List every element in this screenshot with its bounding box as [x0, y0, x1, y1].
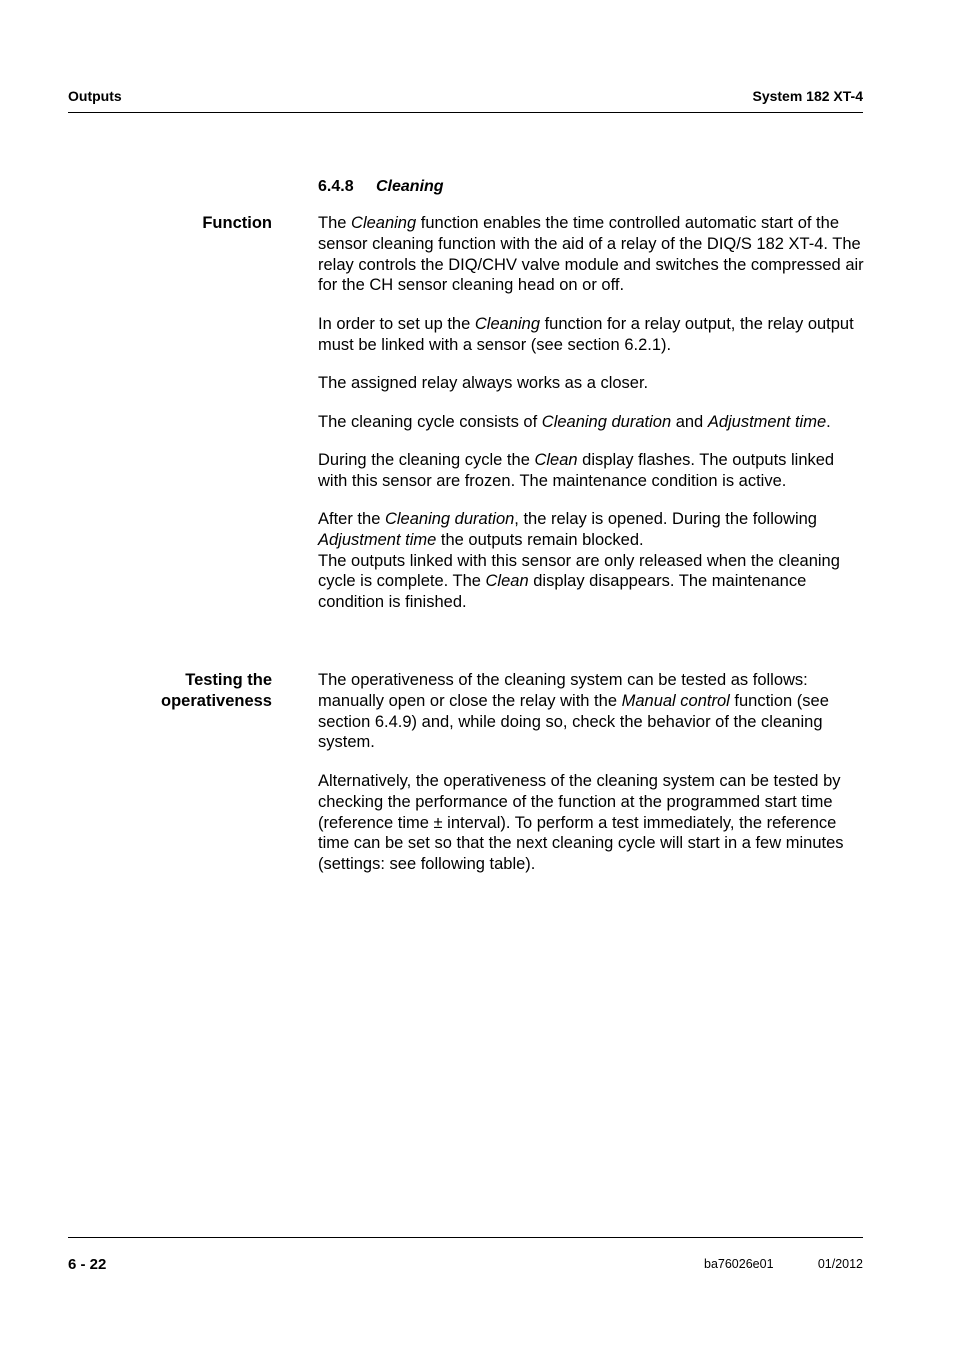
- function-paragraph-4: The cleaning cycle consists of Cleaning duration and Adjustment time.: [318, 413, 831, 431]
- section-heading: [318, 176, 444, 197]
- page-number: 6 - 22: [68, 1256, 107, 1273]
- sidebar-label-testing: Testing the operativeness: [161, 671, 272, 710]
- footer-rule: [68, 1237, 863, 1238]
- sidebar-label-function: Function: [202, 214, 272, 232]
- function-paragraph-6: After the Cleaning duration, the relay is opened. During the following Adjustment time the outputs remain blocked. The outputs linked with this sensor are only released when the cleaning cycle is complete. The Clean display disappears. The maintenance condition is finished.: [318, 510, 840, 612]
- testing-paragraph-2: Alternatively, the operativeness of the cleaning system can be tested by checking the performance of the function at the programmed start time (reference time ± interval). To perform a test immediately, the reference time can be set so that the next cleaning cycle will start in a few minutes (settings: see following table).: [318, 772, 844, 874]
- function-paragraph-1: The Cleaning function enables the time controlled automatic start of the sensor cleaning function with the aid of a relay of the DIQ/S 182 XT-4. The relay controls the DIQ/CHV valve module and switches the compressed air for the CH sensor cleaning head on or off.: [318, 214, 864, 295]
- section-number: 6.4.8: [318, 178, 354, 195]
- function-paragraph-3: The assigned relay always works as a closer.: [318, 374, 649, 392]
- running-header-chapter: Outputs: [68, 88, 122, 104]
- function-paragraph-5: During the cleaning cycle the Clean display flashes. The outputs linked with this sensor are frozen. The maintenance condition is active.: [318, 451, 835, 490]
- running-header-product: System 182 XT-4: [752, 88, 863, 104]
- document-id: ba76026e01: [704, 1257, 774, 1271]
- document-date: 01/2012: [817, 1257, 863, 1271]
- function-paragraph-2: In order to set up the Cleaning function for a relay output, the relay output must be linked with a sensor (see section 6.2.1).: [318, 315, 854, 354]
- header-rule: [68, 112, 863, 113]
- testing-paragraph-1: The operativeness of the cleaning system can be tested as follows: manually open or close the relay with the Manual control function (see section 6.4.9) and, while doing so, check the behavior of the cleaning system.: [318, 671, 829, 752]
- section-title: Cleaning: [376, 178, 444, 195]
